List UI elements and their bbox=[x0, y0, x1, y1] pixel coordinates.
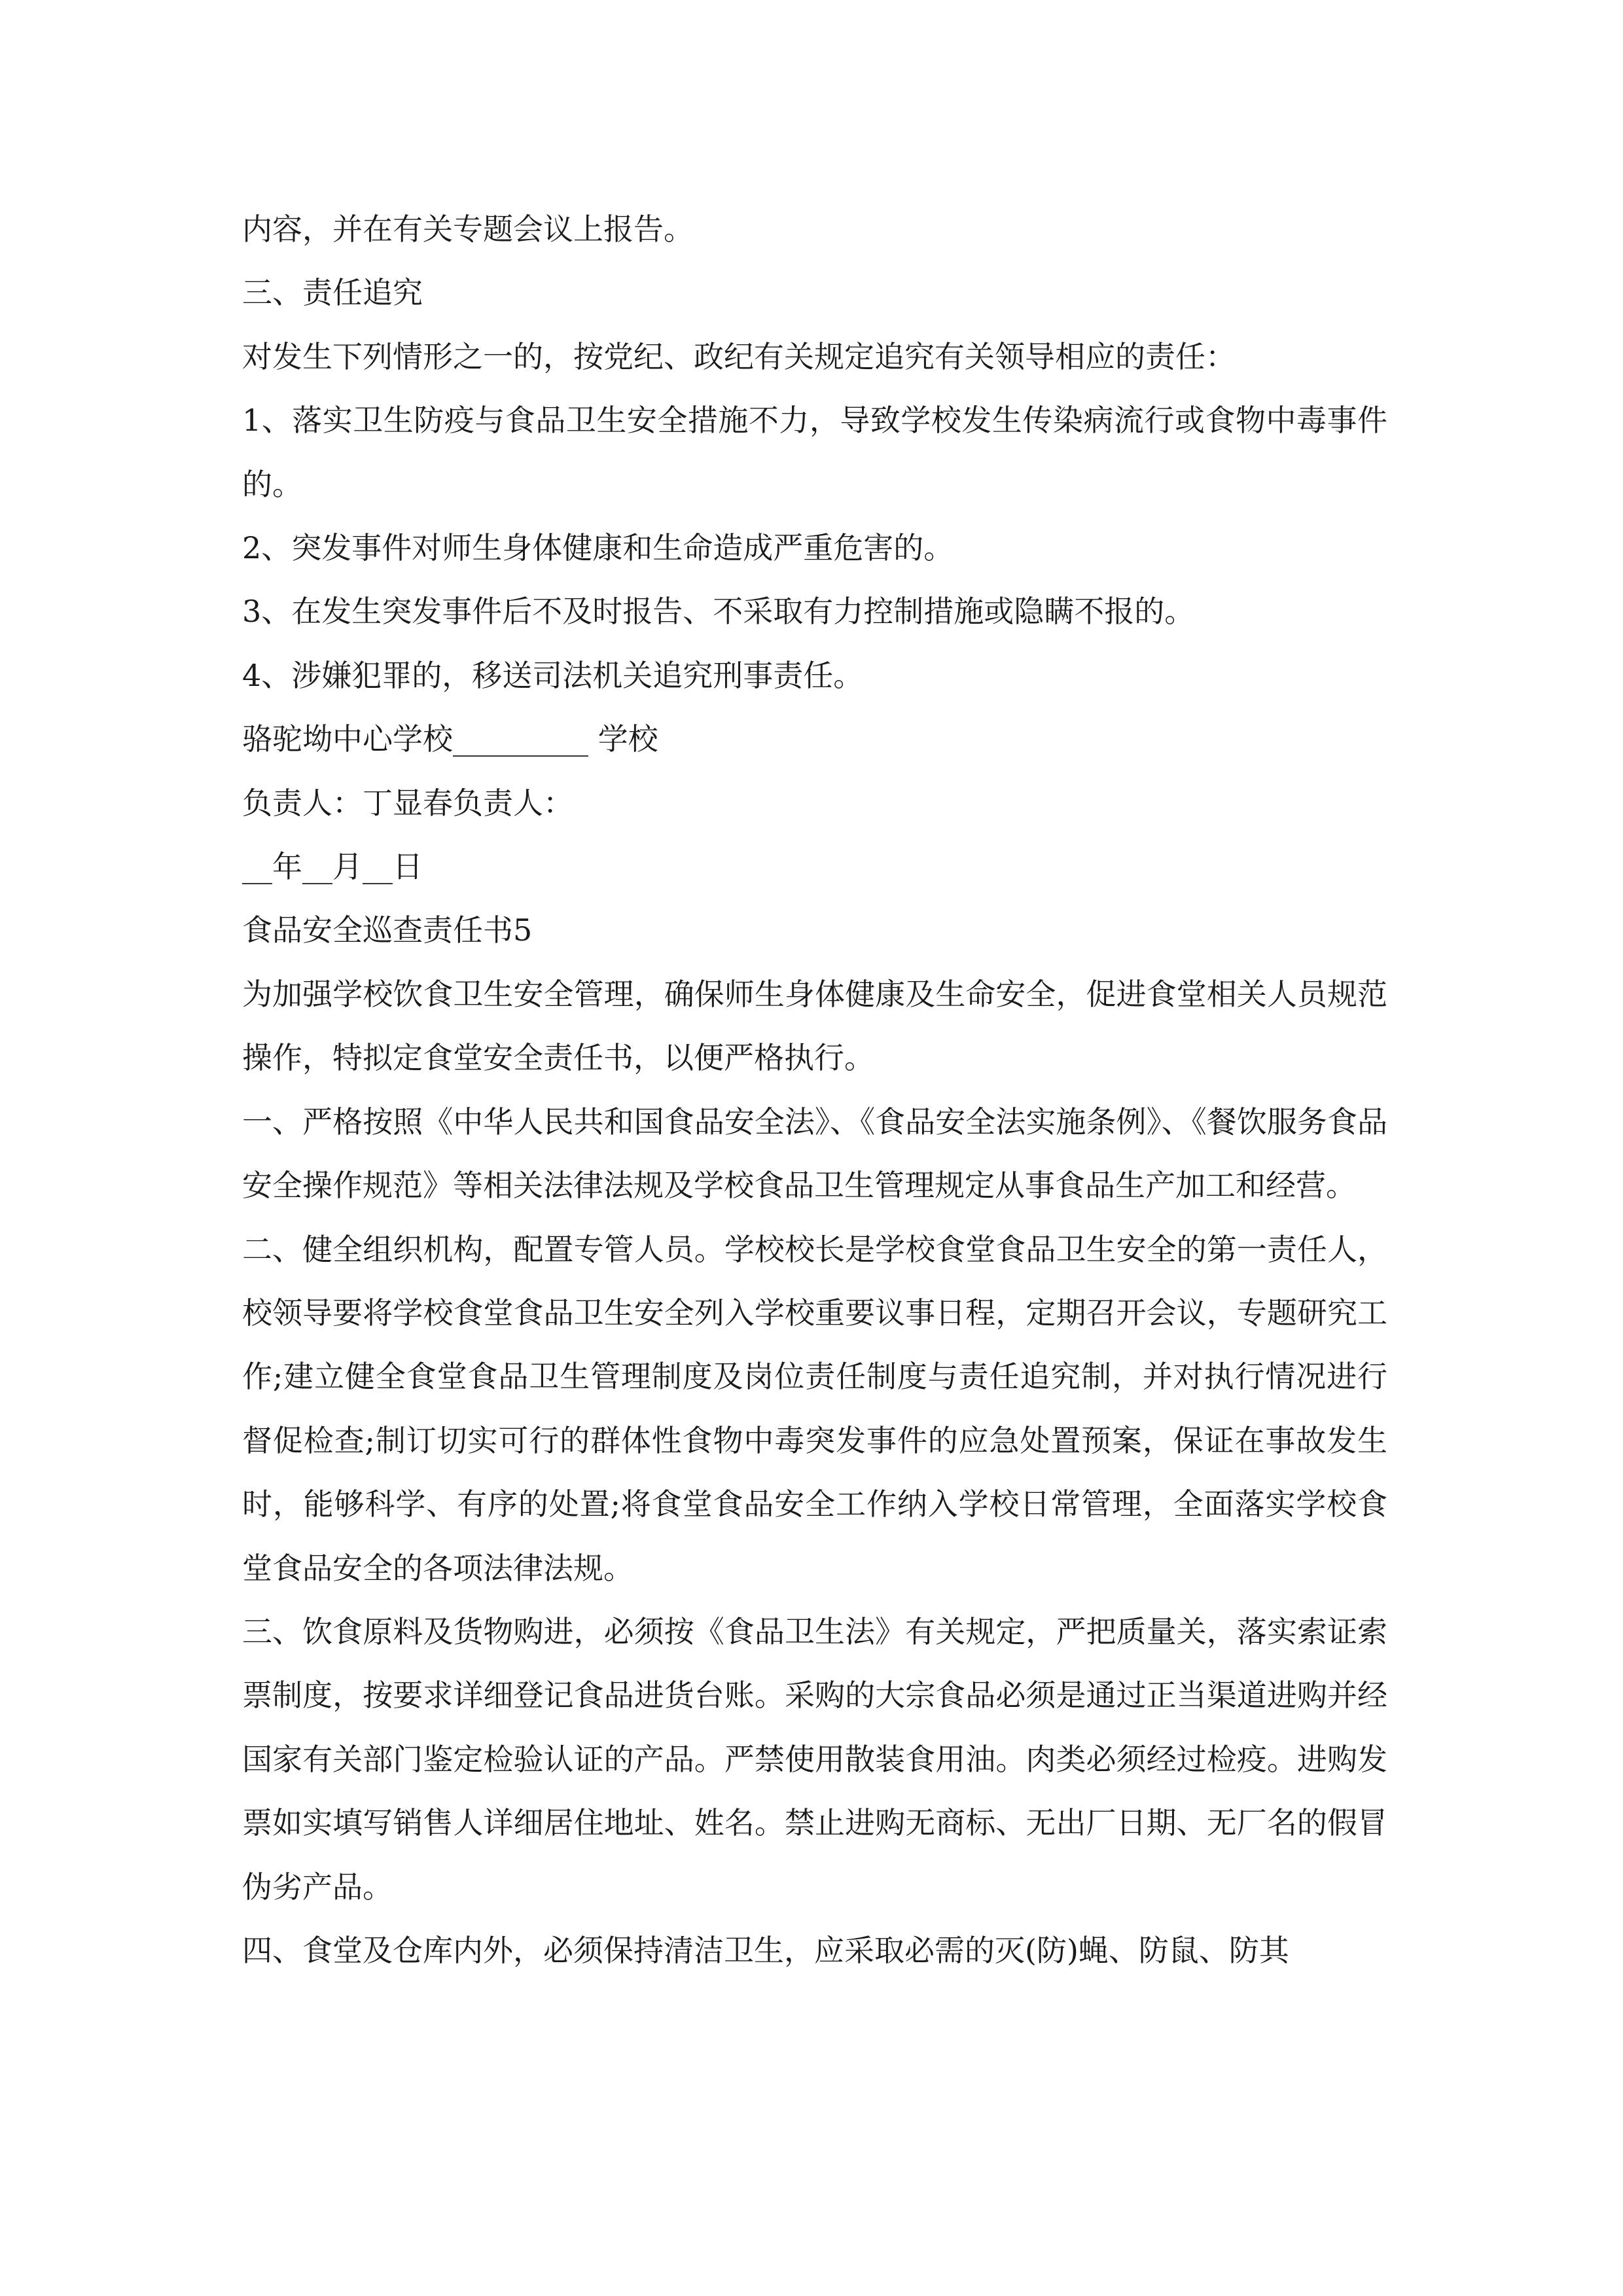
clause-1: 一、严格按照《中华人民共和国食品安全法》、《食品安全法实施条例》、《餐饮服务食品安全操作规范》等相关法律法规及学校食品卫生管理规定从事食品生产加工和经营。 bbox=[242, 1103, 1387, 1204]
signature-responsible-line: 负责人：丁显春负责人： bbox=[242, 785, 573, 821]
document-body bbox=[242, 198, 1387, 1982]
signature-school-line: 骆驼坳中心学校_________ 学校 bbox=[242, 721, 658, 757]
list-item-1: 1、落实卫生防疫与食品卫生安全措施不力，导致学校发生传染病流行或食物中毒事件的。 bbox=[242, 403, 1387, 502]
document-title-5: 食品安全巡查责任书5 bbox=[242, 912, 533, 948]
list-item-3: 3、在发生突发事件后不及时报告、不采取有力控制措施或隐瞒不报的。 bbox=[242, 594, 1195, 630]
clause-3: 三、饮食原料及货物购进，必须按《食品卫生法》有关规定，严把质量关，落实索证索票制度，按要求详细登记食品进货台账。采购的大宗食品必须是通过正当渠道进购并经国家有关部门鉴定检验认证的产品。严禁使用散装食用油。肉类必须经过检疫。进购发票如实填写销售人详细居住地址、姓名。禁止进购无商标、无出厂日期、无厂名的假冒伪劣产品。 bbox=[242, 1613, 1387, 1905]
section-heading-accountability: 三、责任追究 bbox=[242, 275, 423, 311]
clause-2: 二、健全组织机构，配置专管人员。学校校长是学校食堂食品卫生安全的第一责任人，校领导要将学校食堂食品卫生安全列入学校重要议事日程，定期召开会议，专题研究工作;建立健全食堂食品卫生管理制度及岗位责任制度与责任追究制，并对执行情况进行督促检查;制订切实可行的群体性食物中毒突发事件的应急处置预案，保证在事故发生时，能够科学、有序的处置;将食堂食品安全工作纳入学校日常管理，全面落实学校食堂食品安全的各项法律法规。 bbox=[242, 1231, 1387, 1586]
paragraph-accountability-intro: 对发生下列情形之一的，按党纪、政纪有关规定追究有关领导相应的责任： bbox=[242, 338, 1236, 374]
clause-4: 四、食堂及仓库内外，必须保持清洁卫生，应采取必需的灭(防)蝇、防鼠、防其 bbox=[242, 1932, 1289, 1968]
paragraph-intro: 为加强学校饮食卫生安全管理，确保师生身体健康及生命安全，促进食堂相关人员规范操作，特拟定食堂安全责任书，以便严格执行。 bbox=[242, 976, 1387, 1076]
signature-date-line: __年__月__日 bbox=[242, 849, 423, 885]
paragraph-continuation: 内容，并在有关专题会议上报告。 bbox=[242, 211, 694, 247]
list-item-2: 2、突发事件对师生身体健康和生命造成严重危害的。 bbox=[242, 530, 954, 566]
list-item-4: 4、涉嫌犯罪的，移送司法机关追究刑事责任。 bbox=[242, 657, 864, 693]
